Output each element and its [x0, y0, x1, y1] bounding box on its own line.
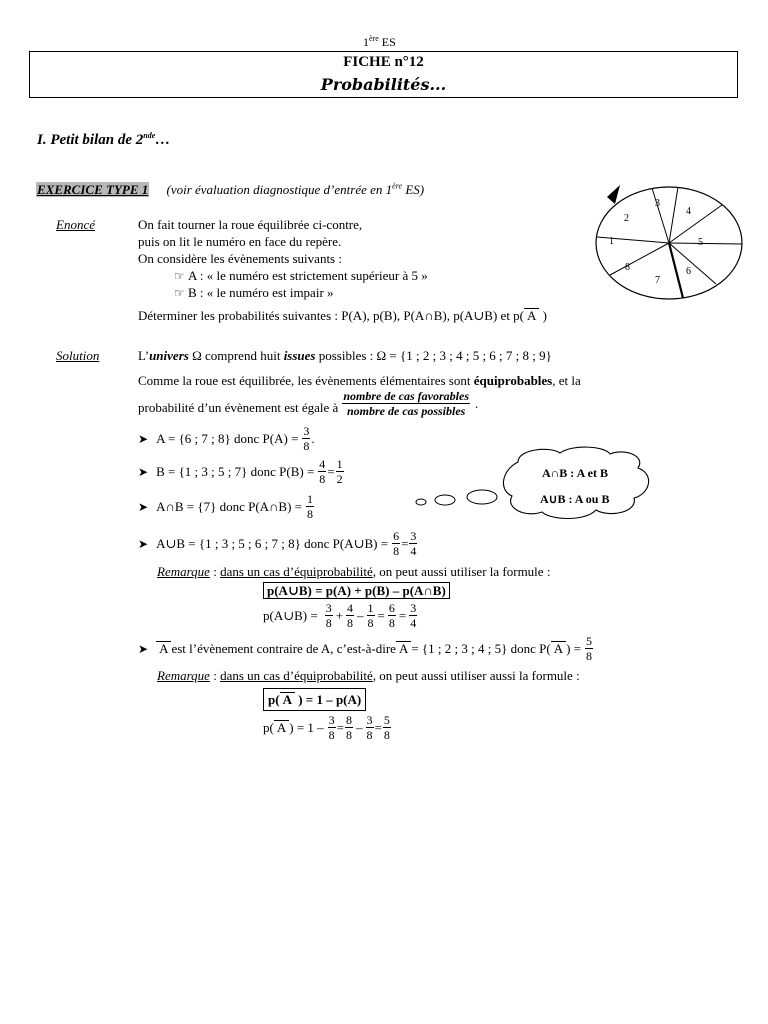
- arrow-bullet-icon: ➤: [138, 464, 149, 479]
- arrow-bullet-icon: ➤: [138, 499, 149, 514]
- probability-definition: probabilité d’un évènement est égale à $\frac{\text{nombre de cas favorables}}{\text{nombre de cas possibles}}$ .: [138, 389, 479, 418]
- calc-union: p(A∪B) = $\frac{3}{8}$ + $\frac{4}{8}$ – $\frac{1}{8}$ = $\frac{6}{8}$ = $\frac{3}{4}$: [263, 601, 417, 630]
- thought-cloud: [400, 444, 662, 526]
- wheel-divider: [597, 237, 669, 243]
- prob-ab-line: ➤ A∩B = {7} donc P(A∩B) = $\frac{1}{8}$: [138, 492, 314, 521]
- wheel-divider: [669, 243, 742, 244]
- enonce-line: puis on lit le numéro en face du repère.: [138, 234, 342, 249]
- equiprobable-line: Comme la roue est équilibrée, les évènements élémentaires sont équiprobables, et la: [138, 373, 581, 388]
- wheel-divider: [652, 188, 669, 243]
- universe-line: L’univers Ω comprend huit issues possibles : Ω = {1 ; 2 ; 3 ; 4 ; 5 ; 6 ; 7 ; 8 ; 9}: [138, 348, 552, 363]
- wheel-number: 6: [686, 266, 691, 277]
- exercise-label: EXERCICE TYPE 1: [37, 182, 149, 197]
- exercise-note: (voir évaluation diagnostique d’entrée en 1ère ES): [166, 181, 425, 197]
- pointer-marker: [607, 185, 620, 204]
- wheel-divider: [610, 243, 669, 275]
- prob-union-line: ➤ A∪B = {1 ; 3 ; 5 ; 6 ; 7 ; 8} donc P(A∪B) = $\frac{6}{8}$ = $\frac{3}{4}$: [138, 529, 417, 558]
- fiche-title: FICHE n°12: [343, 54, 424, 70]
- enonce-question: Déterminer les probabilités suivantes : P(A), p(B), P(A∩B), p(A∪B) et p( A ): [138, 308, 547, 323]
- cloud-line-2: A∪B : A ou B: [540, 492, 610, 506]
- section-heading: I. Petit bilan de 2nde…: [37, 131, 171, 148]
- wheel-divider: [669, 205, 722, 243]
- wheel-number: 2: [624, 213, 629, 224]
- formula-complement: p( A ) = 1 – p(A): [263, 688, 366, 711]
- enonce-label: Enoncé: [56, 217, 95, 232]
- remark-1: Remarque : dans un cas d’équiprobabilité, on peut aussi utiliser la formule :: [157, 564, 551, 579]
- wheel-number: 8: [625, 262, 630, 273]
- wheel: [593, 184, 745, 302]
- class-header: 1ère ES: [363, 34, 396, 49]
- subject-title: Probabilités...: [320, 75, 447, 94]
- wheel-number: 4: [686, 206, 691, 217]
- complement-line: ➤ A est l’évènement contraire de A, c’est-à-dire A = {1 ; 2 ; 3 ; 4 ; 5} donc P( A ) = $\frac{5}{8}$: [138, 634, 592, 663]
- enonce-line: On considère les évènements suivants :: [138, 251, 342, 266]
- cloud-line-1: A∩B : A et B: [542, 466, 608, 480]
- event-b: ☞ B : « le numéro est impair »: [174, 285, 334, 300]
- arrow-bullet-icon: ➤: [138, 431, 149, 446]
- remark-2: Remarque : dans un cas d’équiprobabilité, on peut aussi utiliser aussi la formule :: [157, 668, 580, 683]
- wheel-divider: [669, 243, 683, 298]
- pointing-hand-icon: ☞: [174, 269, 185, 283]
- wheel-number: 5: [698, 237, 703, 248]
- prob-b-line: ➤ B = {1 ; 3 ; 5 ; 7} donc P(B) = $\frac{4}{8}$ = $\frac{1}{2}$: [138, 457, 343, 486]
- wheel-number: 1: [609, 236, 614, 247]
- calc-complement: p( A ) = 1 – $\frac{3}{8}$ = $\frac{8}{8}$ – $\frac{3}{8}$ = $\frac{5}{8}$: [263, 713, 390, 742]
- wheel-divider: [669, 187, 678, 243]
- formula-union: p(A∪B) = p(A) + p(B) – p(A∩B): [263, 582, 450, 599]
- wheel-divider: [669, 243, 716, 284]
- wheel-number: 3: [655, 198, 660, 209]
- pointing-hand-icon: ☞: [174, 286, 185, 300]
- title-box: [29, 51, 738, 98]
- arrow-bullet-icon: ➤: [138, 641, 149, 656]
- wheel-number: 7: [655, 275, 660, 286]
- arrow-bullet-icon: ➤: [138, 536, 149, 551]
- prob-a-line: ➤ A = {6 ; 7 ; 8} donc P(A) = $\frac{3}{8}$ .: [138, 424, 315, 453]
- enonce-line: On fait tourner la roue équilibrée ci-contre,: [138, 217, 363, 232]
- event-a: ☞ A : « le numéro est strictement supérieur à 5 »: [174, 268, 428, 283]
- exercise-line: [36, 183, 424, 196]
- solution-label: Solution: [56, 348, 100, 363]
